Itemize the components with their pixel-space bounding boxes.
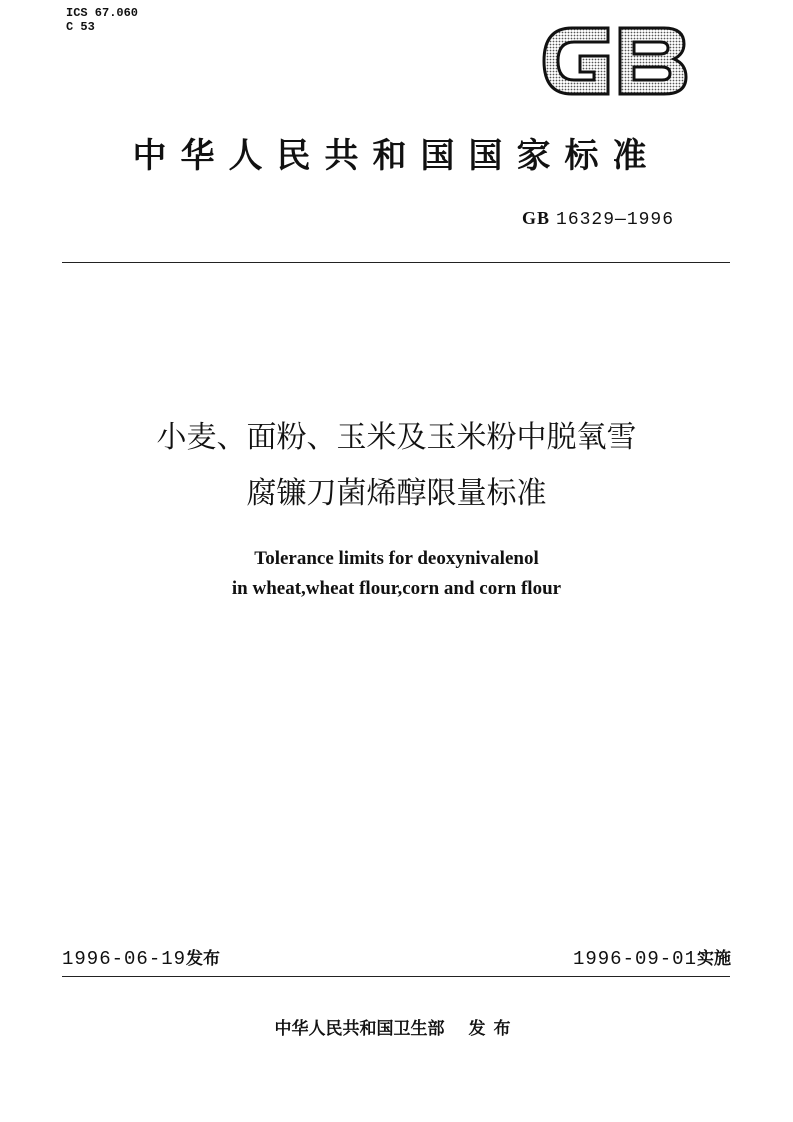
implementation-date xyxy=(573,944,731,970)
english-title-line-1: Tolerance limits for deoxynivalenol xyxy=(254,548,539,569)
top-divider xyxy=(62,262,730,263)
issuing-authority xyxy=(0,1014,793,1039)
chinese-title-line-1: 小麦、面粉、玉米及玉米粉中脱氧雪 xyxy=(156,420,637,455)
bottom-divider xyxy=(62,976,730,977)
english-title-line-2: in wheat,wheat flour,corn and corn flour xyxy=(231,578,562,599)
issue-date-suffix: 发布 xyxy=(186,949,221,969)
ics-code: ICS 67.060 xyxy=(66,6,139,20)
classification-codes xyxy=(66,6,138,34)
implementation-date-suffix: 实施 xyxy=(697,949,731,969)
standard-code: 16329—1996 xyxy=(556,210,675,230)
issue-date xyxy=(62,944,220,970)
gb-standard-logo-icon xyxy=(540,22,690,100)
ccs-code: C 53 xyxy=(66,20,95,34)
issuer-name: 中华人民共和国卫生部 xyxy=(274,1019,445,1039)
national-standard-heading: 中华人民共和国国家标准 xyxy=(132,136,661,176)
issue-date-value: 1996-06-19 xyxy=(62,948,187,970)
standard-prefix: GB xyxy=(522,208,551,228)
issuer-action: 发布 xyxy=(468,1019,519,1039)
standard-number xyxy=(522,208,674,230)
implementation-date-value: 1996-09-01 xyxy=(572,948,697,970)
chinese-title-line-2: 腐镰刀菌烯醇限量标准 xyxy=(246,476,547,511)
